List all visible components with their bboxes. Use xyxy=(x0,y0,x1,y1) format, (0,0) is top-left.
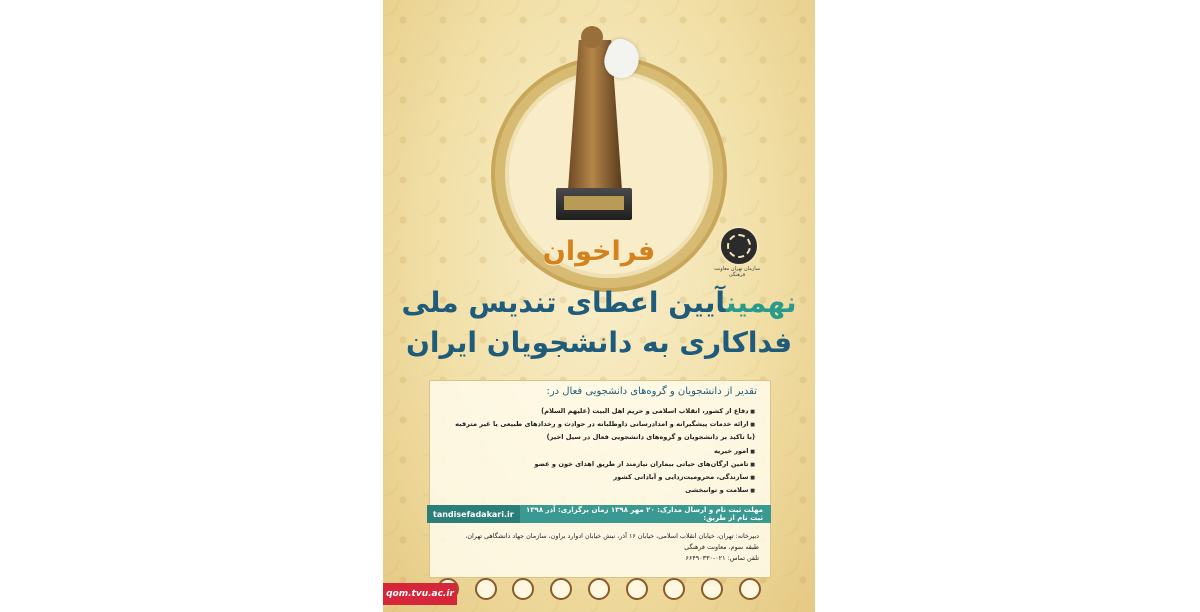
sponsor-logos xyxy=(429,576,769,602)
poster xyxy=(383,0,815,612)
list-item: ■ سلامت و توانبخشی xyxy=(435,484,755,497)
address-line: طبقه سوم، معاونت فرهنگی xyxy=(684,543,759,551)
title-rest: آیین اعطای تندیس ملی xyxy=(401,286,726,319)
address-line: دبیرخانه: تهران، خیابان انقلاب اسلامی، خیابان ۱۶ آذر، نبش خیابان ادوارد براون، سازمان جهاد دانشگاهی تهران، xyxy=(465,532,759,540)
sponsor-logo-icon xyxy=(512,578,534,600)
sponsor-logo-icon xyxy=(739,578,761,600)
main-title-line1 xyxy=(383,286,815,319)
criteria-list xyxy=(435,405,755,497)
sponsor-logo-icon xyxy=(701,578,723,600)
call-title: فراخوان xyxy=(542,236,656,267)
sponsor-logo-icon xyxy=(588,578,610,600)
list-item: ■ تامین ارگان‌های حیاتی بیماران نیازمند از طریق اهدای خون و عضو xyxy=(435,458,755,471)
deadline-text: مهلت ثبت نام و ارسال مدارک: ۲۰ مهر ۱۳۹۸ زمان برگزاری: آذر ۱۳۹۸ ثبت نام از طریق: xyxy=(526,506,763,522)
list-item: (با تاکید بر دانشجویان و گروه‌های دانشجویی فعال در سیل اخیر) xyxy=(546,433,755,442)
emblem-subtitle: سازمان تهران معاونت فرهنگی xyxy=(713,266,761,278)
site-watermark[interactable]: qom.tvu.ac.ir xyxy=(383,583,457,605)
sponsor-logo-icon xyxy=(475,578,497,600)
sponsor-logo-icon xyxy=(550,578,572,600)
title-accent: نهمین xyxy=(725,286,797,319)
phone-number: تلفن تماس: ۰۲۱-۶۶۴۹۰۳۳۰ xyxy=(685,554,759,562)
trophy-head xyxy=(581,26,603,48)
list-item: ■ امور خیریه xyxy=(435,445,755,458)
sponsor-logo-icon xyxy=(626,578,648,600)
deadline-bar xyxy=(427,505,771,523)
list-item: ■ دفاع از کشور، انقلاب اسلامی و حریم اهل البیت (علیهم السلام) xyxy=(435,405,755,418)
main-title-line2: فداکاری به دانشجویان ایران xyxy=(405,326,793,359)
list-item: ■ ارائه خدمات پیشگیرانه و امدادرسانی داوطلبانه در حوادث و رخدادهای طبیعی یا غیر مترقبه xyxy=(435,418,755,431)
trophy-plate xyxy=(564,196,624,210)
list-item: ■ سازندگی، محرومیت‌زدایی و آبادانی کشور xyxy=(435,471,755,484)
intro-text: تقدیر از دانشجویان و گروه‌های دانشجویی فعال در: xyxy=(546,386,757,397)
sponsor-logo-icon xyxy=(663,578,685,600)
website-link[interactable]: tandisefadakari.ir xyxy=(427,505,520,523)
address-block xyxy=(439,531,759,564)
